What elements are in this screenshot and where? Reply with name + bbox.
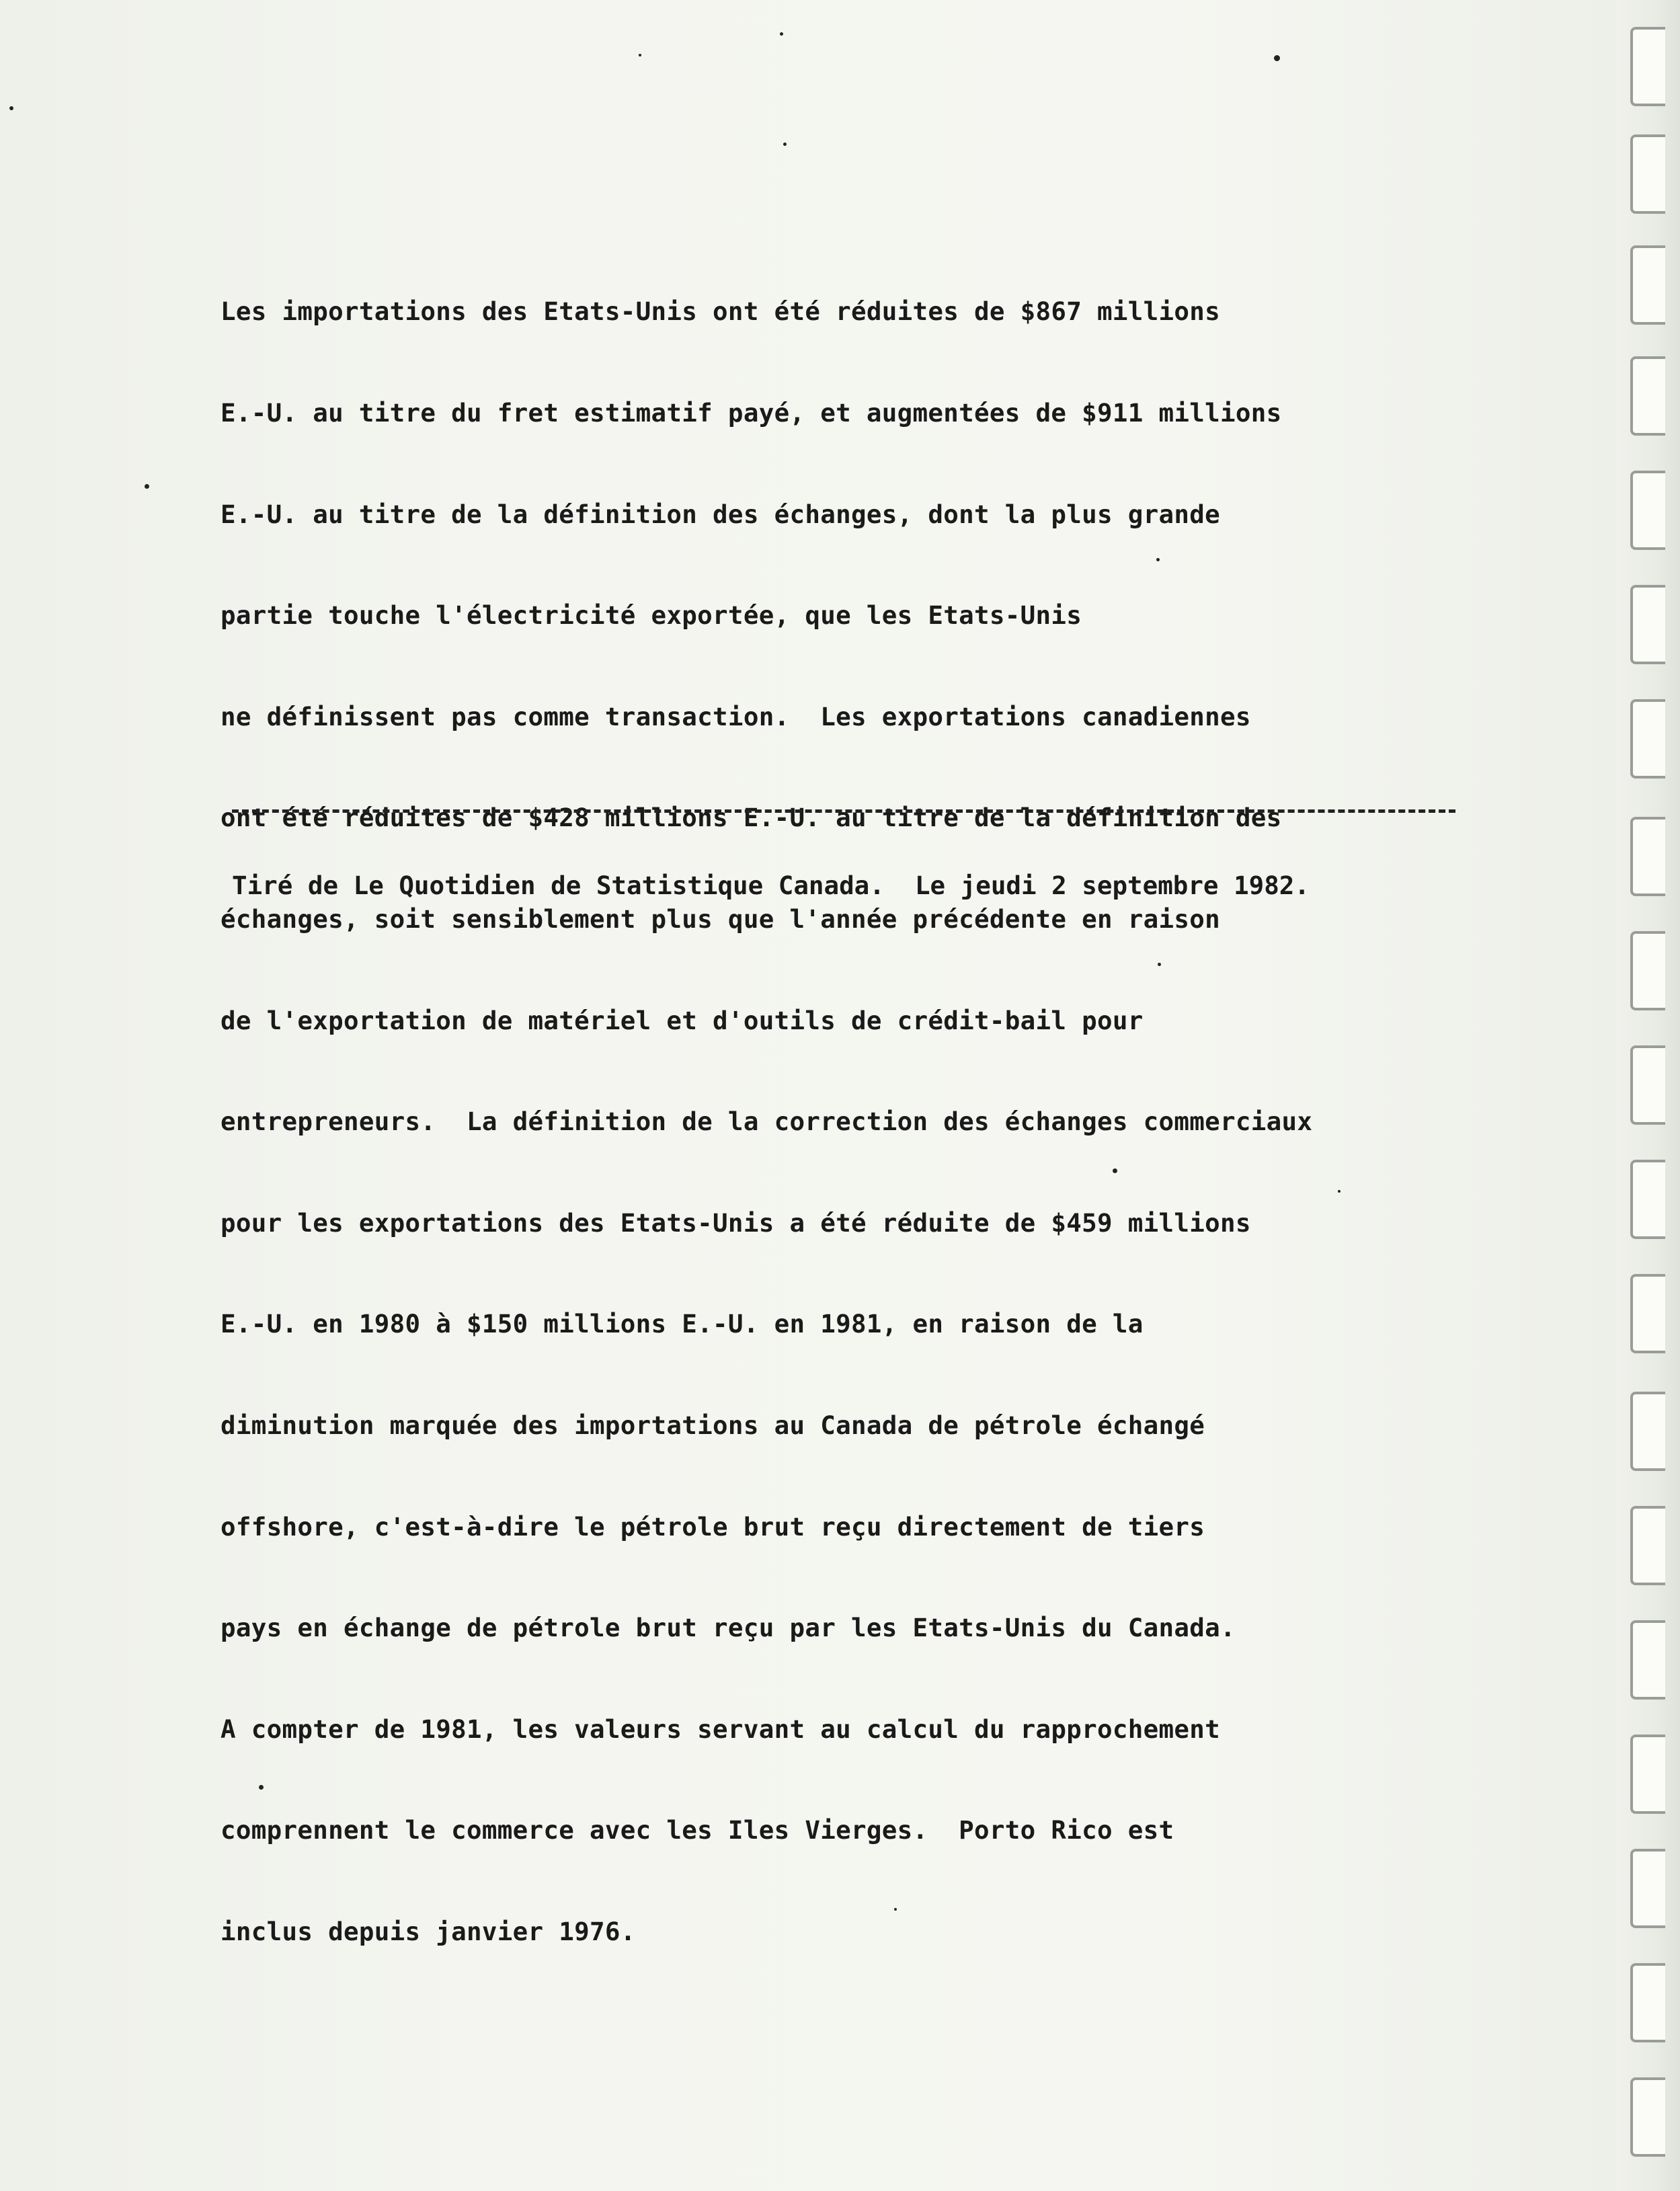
body-paragraph [221,227,1444,2016]
paragraph-line: inclus depuis janvier 1976. [221,1916,636,1946]
scan-speck [1113,1168,1117,1173]
scan-speck [9,106,13,110]
paragraph-line: échanges, soit sensiblement plus que l'année précédente en raison [221,904,1220,934]
paragraph-line: ont été réduites de $428 millions E.-U. au titre de la définition des [221,803,1282,833]
binding-ring [1630,1274,1665,1353]
scan-speck [1274,55,1280,61]
binding-ring [1630,134,1665,214]
scan-speck [639,54,641,56]
paragraph-line: E.-U. en 1980 à $150 millions E.-U. en 1981, en raison de la [221,1309,1144,1339]
source-citation: Tiré de Le Quotidien de Statistique Canada. Le jeudi 2 septembre 1982. [232,871,1310,900]
scan-speck [1156,558,1160,561]
scan-speck [259,1785,264,1790]
scan-speck [780,32,783,36]
binding-ring [1630,245,1665,325]
paragraph-line: partie touche l'électricité exportée, que les Etats-Unis [221,600,1082,631]
binding-ring [1630,931,1665,1010]
paragraph-line: de l'exportation de matériel et d'outils de crédit-bail pour [221,1005,1144,1035]
scan-speck [145,484,149,489]
paragraph-line: E.-U. au titre de la définition des échanges, dont la plus grande [221,499,1220,529]
binding-ring [1630,356,1665,436]
dashed-separator [232,809,1455,813]
binding-ring [1630,2077,1665,2157]
binding-ring [1630,1735,1665,1814]
paragraph-line: A compter de 1981, les valeurs servant au calcul du rapprochement [221,1714,1220,1744]
scan-speck [1158,963,1161,966]
binding-ring [1630,699,1665,779]
paragraph-line: E.-U. au titre du fret estimatif payé, et augmentées de $911 millions [221,398,1282,428]
binding-ring [1630,1160,1665,1239]
paragraph-line: pays en échange de pétrole brut reçu par les Etats-Unis du Canada. [221,1613,1236,1643]
scan-speck [894,1908,897,1911]
paragraph-line: entrepreneurs. La définition de la correction des échanges commerciaux [221,1107,1313,1137]
scan-speck [1338,1190,1341,1193]
paragraph-line: comprennent le commerce avec les Iles Vierges. Porto Rico est [221,1815,1174,1845]
binding-ring [1630,1963,1665,2042]
binding-ring [1630,1620,1665,1700]
paragraph-line: pour les exportations des Etats-Unis a été réduite de $459 millions [221,1207,1251,1238]
binding-ring [1630,817,1665,896]
binding-ring [1630,471,1665,550]
binding-ring [1630,1392,1665,1471]
binding-ring [1630,585,1665,664]
binding-ring [1630,1506,1665,1585]
binding-ring [1630,1849,1665,1928]
paragraph-line: diminution marquée des importations au Canada de pétrole échangé [221,1410,1205,1440]
paragraph-line: Les importations des Etats-Unis ont été réduites de $867 millions [221,296,1220,327]
binding-ring [1630,27,1665,106]
spiral-binding [1616,0,1680,2191]
paragraph-line: ne définissent pas comme transaction. Les exportations canadiennes [221,701,1251,731]
paragraph-line: offshore, c'est-à-dire le pétrole brut reçu directement de tiers [221,1511,1205,1542]
binding-ring [1630,1045,1665,1125]
scan-speck [783,143,787,146]
